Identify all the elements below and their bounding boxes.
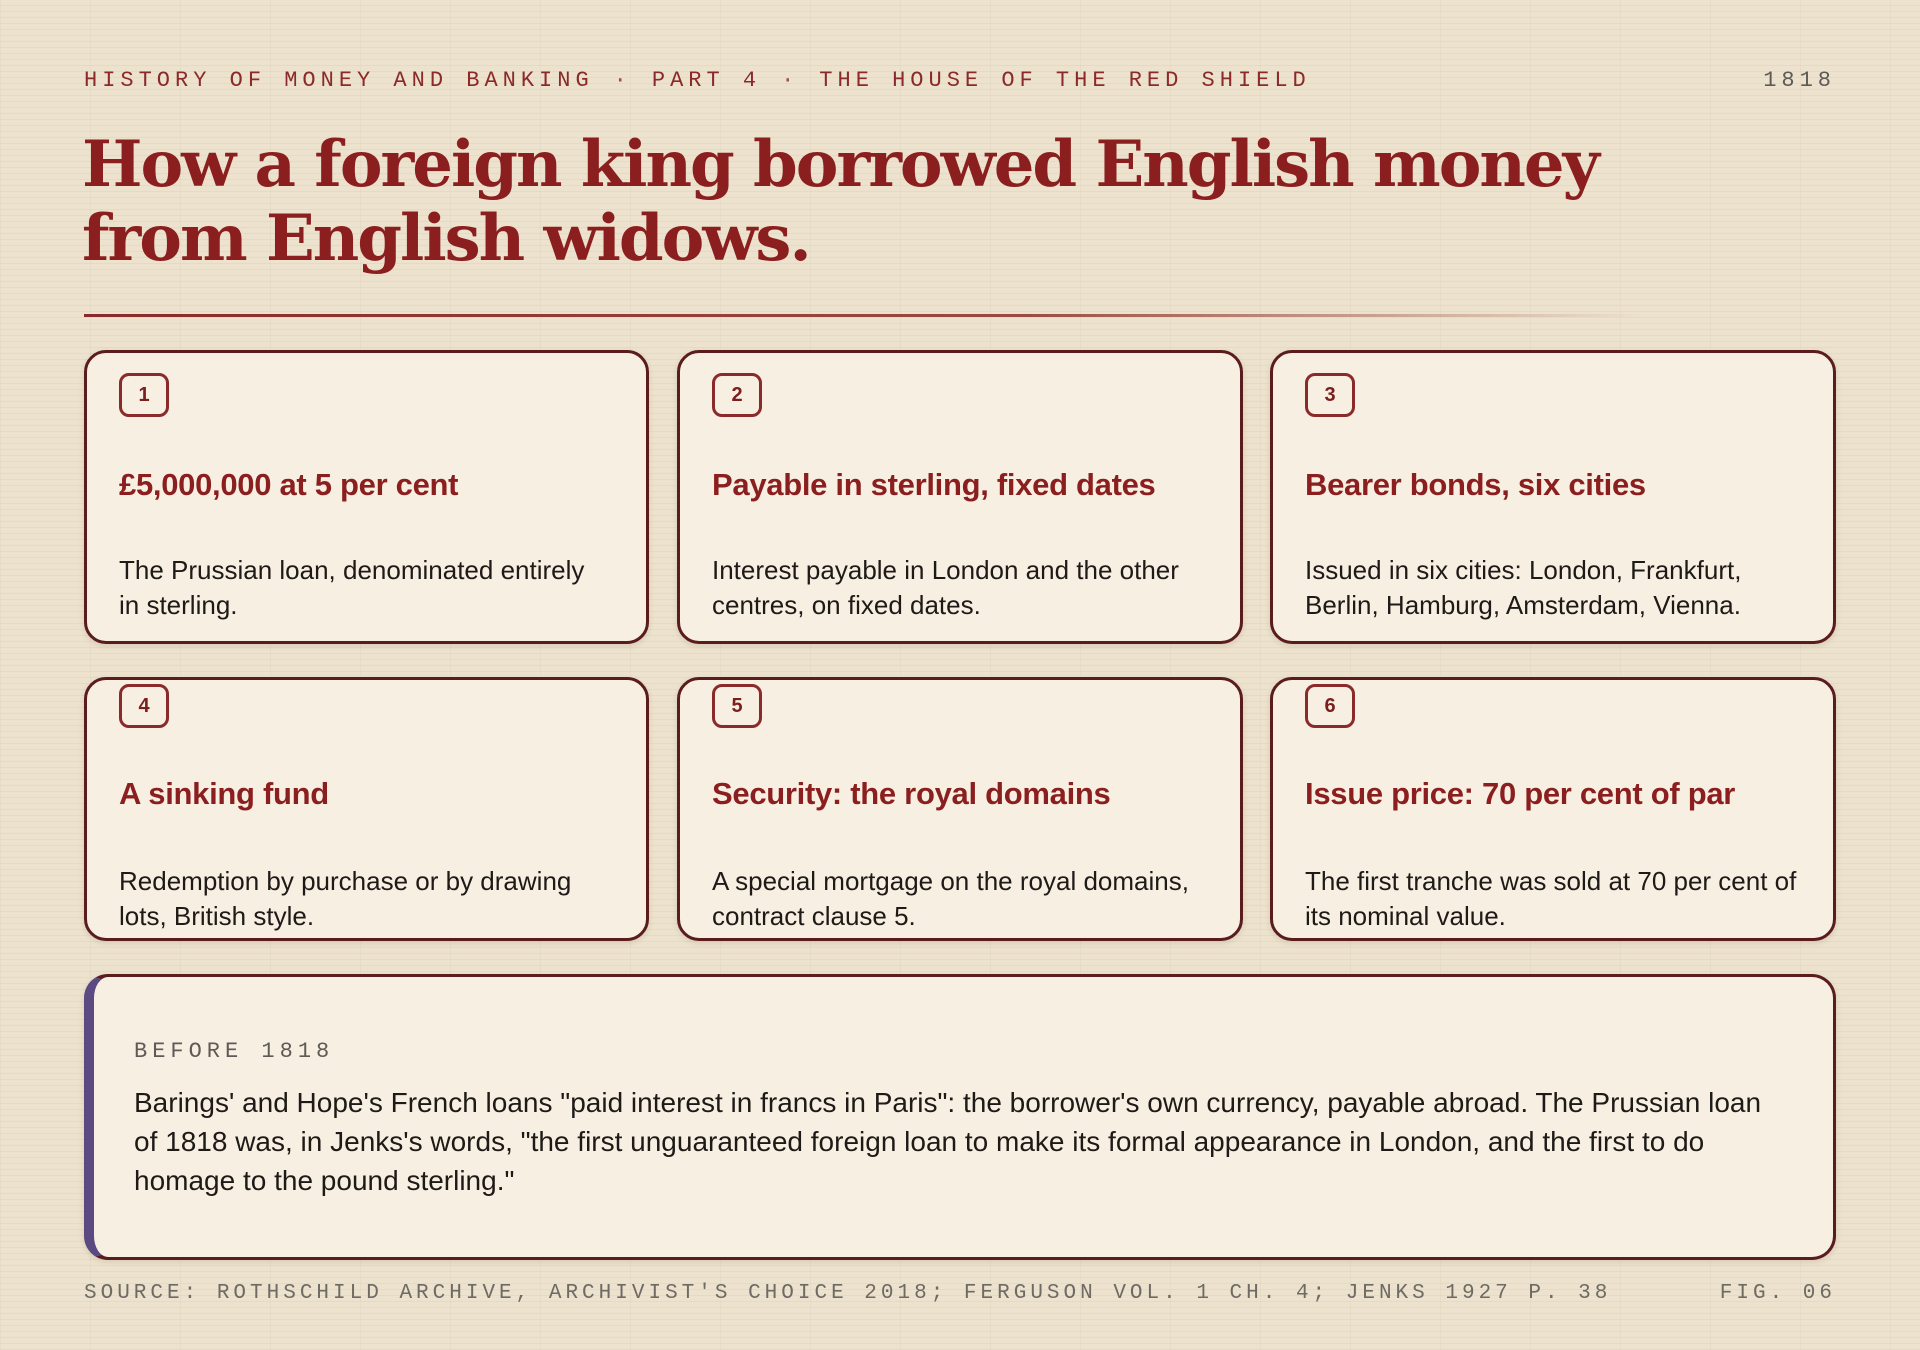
fact-card-2 bbox=[677, 350, 1243, 644]
page-title: How a foreign king borrowed English money from English widows. bbox=[82, 127, 1598, 276]
fact-card-6 bbox=[1270, 677, 1836, 941]
card-body: A special mortgage on the royal domains, contract clause 5. bbox=[712, 866, 1189, 931]
callout-label: BEFORE 1818 bbox=[134, 1039, 335, 1064]
card-title: Bearer bonds, six cities bbox=[1305, 467, 1646, 502]
fact-card-5 bbox=[677, 677, 1243, 941]
header-bar bbox=[84, 68, 1836, 93]
card-number-badge: 2 bbox=[712, 373, 762, 417]
fact-card-4 bbox=[84, 677, 649, 941]
breadcrumb-separator: · bbox=[613, 68, 632, 93]
card-number-badge: 6 bbox=[1305, 684, 1355, 728]
card-title: £5,000,000 at 5 per cent bbox=[119, 467, 459, 502]
breadcrumb bbox=[84, 68, 1311, 93]
breadcrumb-series: HISTORY OF MONEY AND BANKING bbox=[84, 68, 594, 93]
card-body: Issued in six cities: London, Frankfurt, Berlin, Hamburg, Amsterdam, Vienna. bbox=[1305, 555, 1742, 620]
card-number-badge: 5 bbox=[712, 684, 762, 728]
header-year: 1818 bbox=[1763, 68, 1836, 93]
card-number-badge: 1 bbox=[119, 373, 169, 417]
fact-card-3 bbox=[1270, 350, 1836, 644]
title-divider bbox=[84, 314, 1644, 317]
breadcrumb-chapter: THE HOUSE OF THE RED SHIELD bbox=[819, 68, 1311, 93]
card-title: Issue price: 70 per cent of par bbox=[1305, 776, 1736, 811]
card-body: The Prussian loan, denominated entirely in sterling. bbox=[119, 555, 585, 620]
breadcrumb-part: PART 4 bbox=[651, 68, 762, 93]
card-body: Redemption by purchase or by drawing lots, British style. bbox=[119, 866, 572, 931]
card-body: The first tranche was sold at 70 per cent of its nominal value. bbox=[1305, 866, 1797, 931]
fact-card-1 bbox=[84, 350, 649, 644]
footer bbox=[84, 1282, 1836, 1305]
card-number-badge: 3 bbox=[1305, 373, 1355, 417]
card-number-badge: 4 bbox=[119, 684, 169, 728]
card-body: Interest payable in London and the other centres, on fixed dates. bbox=[712, 555, 1179, 620]
context-callout bbox=[84, 974, 1836, 1260]
card-title: Payable in sterling, fixed dates bbox=[712, 467, 1156, 502]
source-citation: SOURCE: ROTHSCHILD ARCHIVE, ARCHIVIST'S CHOICE 2018; FERGUSON VOL. 1 CH. 4; JENKS 1927 P. 38 bbox=[84, 1282, 1612, 1305]
figure-number: FIG. 06 bbox=[1719, 1282, 1836, 1305]
card-title: Security: the royal domains bbox=[712, 776, 1111, 811]
breadcrumb-separator: · bbox=[781, 68, 800, 93]
callout-text: Barings' and Hope's French loans "paid interest in francs in Paris": the borrower's own currency, payable abroad. The Prussian loan of 1818 was, in Jenks's words, "the first unguaranteed foreign loan to make its formal appearance in London, and the first to do homage to the pound sterling." bbox=[134, 1087, 1762, 1196]
card-title: A sinking fund bbox=[119, 776, 329, 811]
